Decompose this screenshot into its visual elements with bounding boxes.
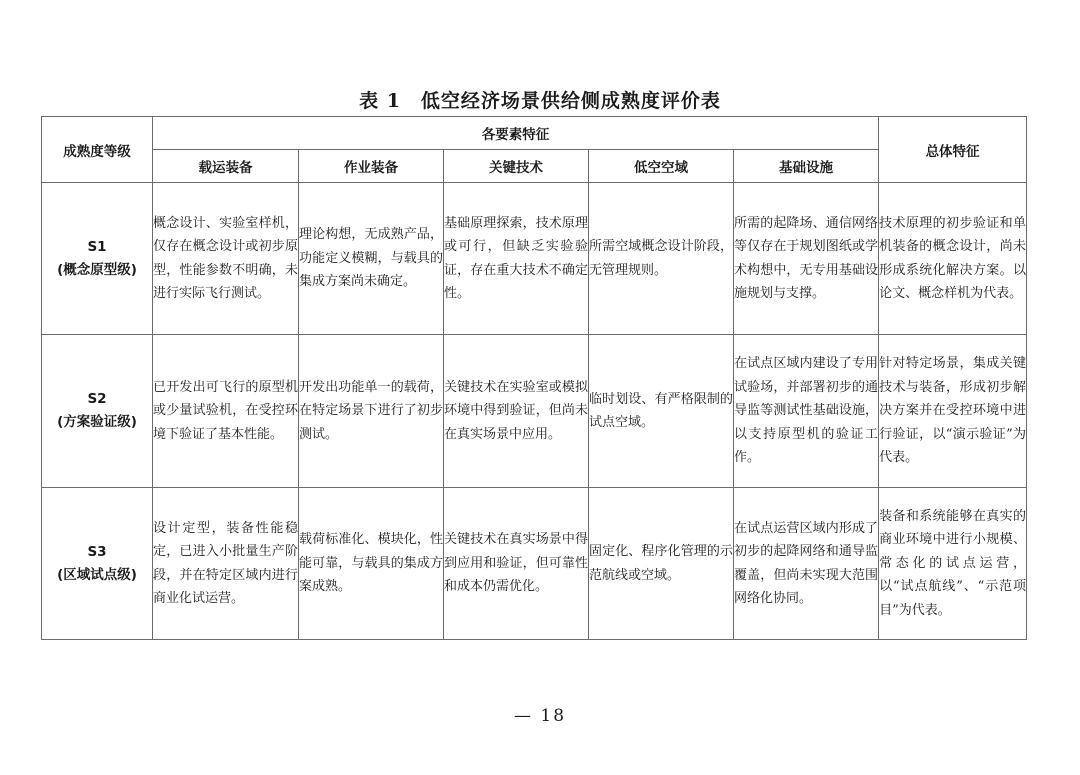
infrastructure-cell: 在试点区域内建设了专用试验场，并部署初步的通导监等测试性基础设施，以支持原型机的验证工作。 <box>734 335 879 488</box>
header-element-key-tech: 关键技术 <box>444 150 589 183</box>
table-row <box>42 335 1027 488</box>
key-tech-cell: 基础原理探索，技术原理或可行，但缺乏实验验证，存在重大技术不确定性。 <box>444 183 589 335</box>
table-title: 表 1 低空经济场景供给侧成熟度评价表 <box>359 90 721 112</box>
level-name: (方案验证级) <box>57 414 137 430</box>
header-element-airspace: 低空空域 <box>589 150 734 183</box>
header-elements-group: 各要素特征 <box>153 117 879 150</box>
maturity-evaluation-table <box>41 116 1027 640</box>
key-tech-cell: 关键技术在实验室或模拟环境中得到验证，但尚未在真实场景中应用。 <box>444 335 589 488</box>
header-row-1 <box>42 117 1027 150</box>
level-code: S3 <box>87 543 107 560</box>
header-element-operation: 作业装备 <box>299 150 444 183</box>
airspace-cell: 所需空域概念设计阶段，无管理规则。 <box>589 183 734 335</box>
infrastructure-cell: 所需的起降场、通信网络等仅存在于规划图纸或学术构想中，无专用基础设施规划与支撑。 <box>734 183 879 335</box>
overall-cell: 技术原理的初步验证和单机装备的概念设计，尚未形成系统化解决方案。以论文、概念样机为代表。 <box>879 183 1027 335</box>
header-maturity-level: 成熟度等级 <box>42 117 153 183</box>
table-row <box>42 488 1027 640</box>
overall-cell: 针对特定场景，集成关键技术与装备，形成初步解决方案并在受控环境中进行验证，以“演示验证”为代表。 <box>879 335 1027 488</box>
level-code: S1 <box>87 238 107 255</box>
key-tech-cell: 关键技术在真实场景中得到应用和验证，但可靠性和成本仍需优化。 <box>444 488 589 640</box>
carrier-cell: 设计定型，装备性能稳定，已进入小批量生产阶段，并在特定区域内进行商业化试运营。 <box>153 488 299 640</box>
overall-cell: 装备和系统能够在真实的商业环境中进行小规模、常态化的试点运营，以“试点航线”、“示范项目”为代表。 <box>879 488 1027 640</box>
airspace-cell: 固定化、程序化管理的示范航线或空域。 <box>589 488 734 640</box>
level-cell <box>42 335 153 488</box>
operation-cell: 载荷标准化、模块化，性能可靠，与载具的集成方案成熟。 <box>299 488 444 640</box>
header-overall: 总体特征 <box>879 117 1027 183</box>
header-element-infrastructure: 基础设施 <box>734 150 879 183</box>
level-code: S2 <box>87 391 107 407</box>
level-name: (概念原型级) <box>57 261 137 278</box>
operation-cell: 理论构想，无成熟产品，功能定义模糊，与载具的集成方案尚未确定。 <box>299 183 444 335</box>
header-element-carrier: 载运装备 <box>153 150 299 183</box>
level-cell <box>42 488 153 640</box>
table-row <box>42 183 1027 335</box>
level-cell <box>42 183 153 335</box>
carrier-cell: 已开发出可飞行的原型机或少量试验机，在受控环境下验证了基本性能。 <box>153 335 299 488</box>
airspace-cell: 临时划设、有严格限制的试点空域。 <box>589 335 734 488</box>
level-name: (区域试点级) <box>57 566 137 583</box>
carrier-cell: 概念设计、实验室样机，仅存在概念设计或初步原型，性能参数不明确，未进行实际飞行测试。 <box>153 183 299 335</box>
infrastructure-cell: 在试点运营区域内形成了初步的起降网络和通导监覆盖，但尚未实现大范围网络化协同。 <box>734 488 879 640</box>
page-number: — 18 <box>513 706 567 726</box>
operation-cell: 开发出功能单一的载荷，在特定场景下进行了初步测试。 <box>299 335 444 488</box>
